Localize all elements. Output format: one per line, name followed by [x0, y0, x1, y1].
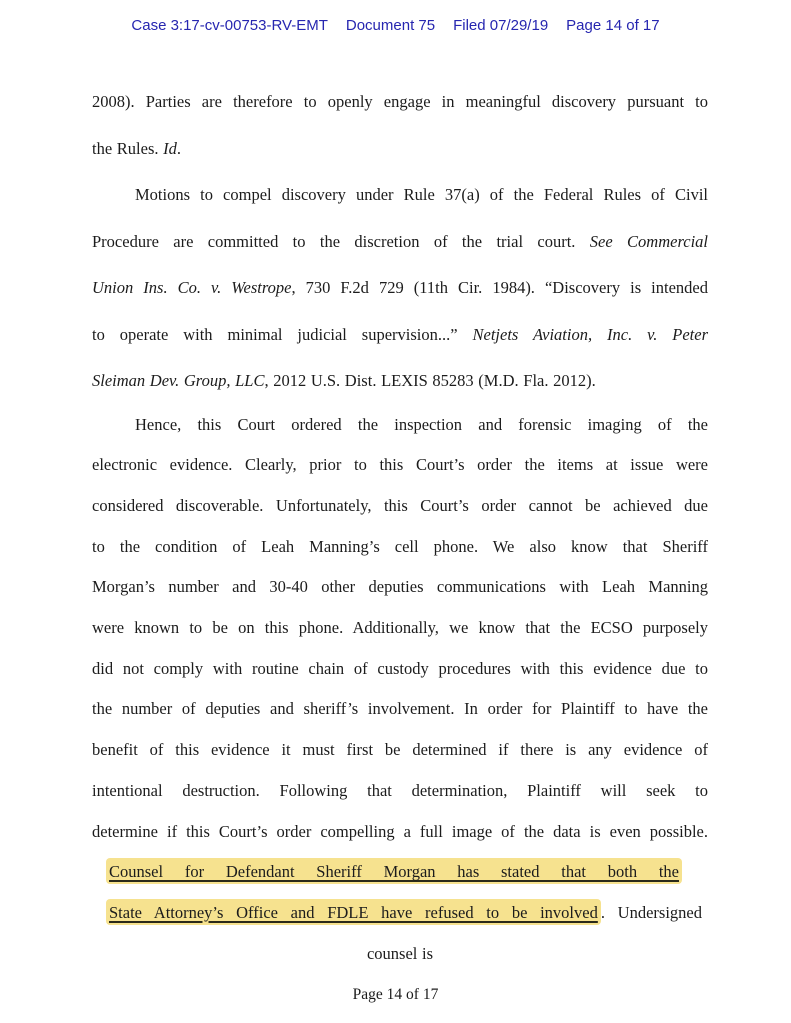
case-citation: Sleiman Dev. Group, LLC [92, 371, 265, 390]
text-segment: to operate with minimal judicial supervision...” [92, 324, 473, 344]
case-citation: See Commercial [589, 231, 709, 251]
document-line [92, 730, 708, 771]
text-segment: counsel is [366, 943, 434, 963]
case-citation: Union Ins. Co. v. Westrope [92, 278, 292, 297]
document-line [92, 649, 708, 690]
text-segment: Hence, this Court ordered the inspection and forensic imaging of the [135, 414, 708, 434]
document-line [92, 567, 708, 608]
document-line [92, 126, 708, 173]
document-line [92, 771, 708, 812]
lower-section [92, 405, 708, 975]
text-segment: determine if this Court’s order compelling a full image of the data is even possible. [92, 821, 708, 841]
document-line [92, 608, 708, 649]
document-line [92, 265, 708, 312]
text-segment: intentional destruction. Following that determination, Plaintiff will seek to [92, 780, 708, 800]
case-citation: Netjets Aviation, Inc. v. Peter [472, 324, 708, 344]
document-line [92, 172, 708, 219]
document-line [92, 934, 708, 975]
text-segment: to the condition of Leah Manning’s cell phone. We also know that Sheriff [92, 536, 708, 556]
text-segment: Procedure are committed to the discretion of the trial court. [92, 231, 590, 251]
text-segment: benefit of this evidence it must first be determined if there is any evidence of [92, 740, 708, 760]
document-line [92, 689, 708, 730]
text-segment: the Rules. [92, 138, 164, 158]
page-number-footer: Page 14 of 17 [352, 986, 439, 1003]
text-segment: were known to be on this phone. Additionally, we know that the ECSO purposely [92, 618, 708, 638]
text-segment: electronic evidence. Clearly, prior to this Court’s order the items at issue were [92, 455, 708, 475]
text-segment: did not comply with routine chain of custody procedures with this evidence due to [92, 658, 708, 678]
ecf-header-stamp [0, 17, 791, 34]
document-line [92, 358, 708, 405]
upper-section [92, 79, 708, 405]
text-segment: , 730 F.2d 729 (11th Cir. 1984). “Discovery is intended [291, 278, 708, 297]
text-segment: Motions to compel discovery under Rule 37(a) of the Federal Rules of Civil [135, 185, 708, 204]
text-segment: 2008). Parties are therefore to openly engage in meaningful discovery pursuant to [92, 92, 708, 111]
highlighted-text: State Attorney’s Office and FDLE have refused to be involved [106, 899, 601, 925]
text-segment: considered discoverable. Unfortunately, this Court’s order cannot be achieved due [92, 495, 708, 515]
document-line [92, 527, 708, 568]
document-line [92, 219, 708, 266]
text-segment: . Undersigned [600, 902, 702, 922]
document-line [92, 445, 708, 486]
document-line [92, 79, 708, 126]
document-line [92, 312, 708, 359]
document-line [106, 893, 702, 934]
document-line [92, 486, 708, 527]
case-citation: Id [163, 138, 177, 158]
text-segment: Morgan’s number and 30-40 other deputies communications with Leah Manning [92, 577, 708, 597]
document-line [106, 852, 682, 893]
case-number: Case 3:17-cv-00753-RV-EMT [131, 17, 328, 34]
document-line [92, 812, 708, 853]
text-segment: . [176, 138, 181, 158]
document-number: Document 75 [345, 17, 436, 34]
document-line [92, 405, 708, 446]
highlighted-text: Counsel for Defendant Sheriff Morgan has stated that both the [106, 858, 682, 884]
text-segment: , 2012 U.S. Dist. LEXIS 85283 (M.D. Fla. 2012). [264, 371, 596, 390]
filed-date: Filed 07/29/19 [453, 17, 549, 34]
document-body [92, 79, 708, 974]
header-page-number: Page 14 of 17 [566, 17, 660, 34]
text-segment: the number of deputies and sheriff’s involvement. In order for Plaintiff to have the [92, 699, 708, 719]
